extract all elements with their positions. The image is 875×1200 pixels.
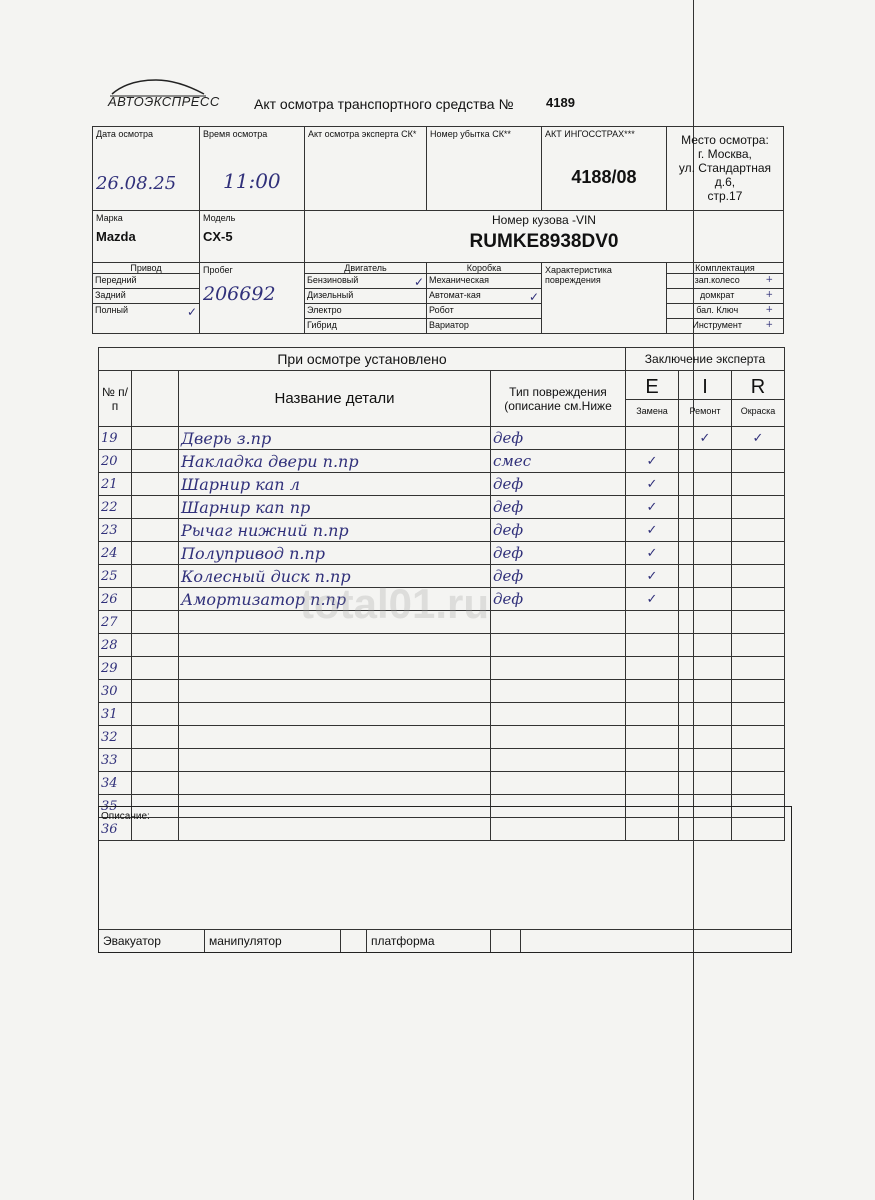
kit-tools-plus: + <box>765 320 773 330</box>
row-number: 27 <box>99 611 132 634</box>
brand-cell <box>93 211 200 263</box>
row-blank <box>132 634 179 657</box>
row-part-name: Колесный диск п.пр <box>179 565 491 588</box>
row-number: 30 <box>99 680 132 703</box>
row-number: 22 <box>99 496 132 519</box>
kit-cell <box>666 263 783 334</box>
row-damage-type: деф <box>491 519 626 542</box>
row-repair-mark <box>679 450 732 473</box>
description-box <box>98 806 792 953</box>
row-damage-type <box>491 772 626 795</box>
row-replace-mark: ✓ <box>626 496 679 519</box>
row-blank <box>132 657 179 680</box>
kit-wrench-plus: + <box>765 305 773 315</box>
model-cell <box>200 211 305 263</box>
row-replace-mark: ✓ <box>626 473 679 496</box>
engine-electric: Электро <box>305 304 426 319</box>
col-i-sub: Ремонт <box>679 399 731 424</box>
kit-tools: Инструмент + <box>667 319 783 333</box>
row-replace-mark <box>626 634 679 657</box>
row-part-name: Амортизатор п.пр <box>179 588 491 611</box>
row-number: 21 <box>99 473 132 496</box>
col-i-letter: I <box>702 375 708 398</box>
ingos-value: 4188/08 <box>571 167 637 187</box>
row-paint-mark <box>732 680 785 703</box>
vin-label: Номер кузова -VIN <box>492 213 596 227</box>
row-number: 29 <box>99 657 132 680</box>
row-paint-mark <box>732 634 785 657</box>
row-part-name <box>179 657 491 680</box>
row-repair-mark <box>679 772 732 795</box>
row-damage-type: деф <box>491 542 626 565</box>
findings-row <box>99 542 785 565</box>
kit-spare-wheel: зап.колесо + <box>667 274 783 289</box>
findings-body <box>99 427 785 841</box>
row-part-name: Шарнир кап пр <box>179 496 491 519</box>
row-paint-mark <box>732 726 785 749</box>
engine-hybrid: Гибрид <box>307 320 337 330</box>
evacuator-label: Эвакуатор <box>99 930 205 952</box>
row-blank <box>132 680 179 703</box>
drive-all-check: ✓ <box>186 305 197 319</box>
findings-row <box>99 519 785 542</box>
vehicle-info-table <box>92 126 784 334</box>
place-street: ул. Стандартная д.6, <box>678 161 771 189</box>
drive-cell <box>93 263 200 334</box>
place-label: Место осмотра: <box>681 133 769 147</box>
date-value: 26.08.25 <box>96 173 177 194</box>
damage-char-label: Характеристика повреждения <box>545 265 612 285</box>
col-name-header: Название детали <box>179 371 491 427</box>
row-damage-type: смес <box>491 450 626 473</box>
brand-value: Mazda <box>96 229 136 244</box>
col-e-letter: E <box>645 375 659 398</box>
findings-row <box>99 473 785 496</box>
document-title: Акт осмотра транспортного средства № <box>254 96 514 112</box>
row-number: 36 <box>99 818 132 841</box>
engine-cell <box>305 263 427 334</box>
row-paint-mark <box>732 565 785 588</box>
row-replace-mark <box>626 427 679 450</box>
findings-row <box>99 680 785 703</box>
engine-diesel: Дизельный <box>305 289 426 304</box>
col-e-header <box>626 371 679 427</box>
row-paint-mark <box>732 749 785 772</box>
row-part-name <box>179 772 491 795</box>
time-cell <box>200 127 305 211</box>
row-blank <box>132 427 179 450</box>
expert-act-cell <box>305 127 427 211</box>
row-damage-type <box>491 726 626 749</box>
row-paint-mark <box>732 450 785 473</box>
row-paint-mark <box>732 703 785 726</box>
drive-label: Привод <box>93 263 199 274</box>
row-number: 32 <box>99 726 132 749</box>
row-number: 23 <box>99 519 132 542</box>
row-part-name: Шарнир кап л <box>179 473 491 496</box>
row-damage-type <box>491 657 626 680</box>
place-building: стр.17 <box>707 189 743 203</box>
gearbox-auto: Автомат-кая ✓ <box>429 290 539 304</box>
manipulator-label: манипулятор <box>205 930 341 952</box>
vin-cell <box>305 211 784 263</box>
row-repair-mark <box>679 703 732 726</box>
row-replace-mark <box>626 657 679 680</box>
row-paint-mark <box>732 473 785 496</box>
vin-value: RUMKE8938DV0 <box>469 231 619 252</box>
row-repair-mark <box>679 726 732 749</box>
row-number: 19 <box>99 427 132 450</box>
row-paint-mark <box>732 496 785 519</box>
findings-row <box>99 772 785 795</box>
engine-petrol: Бензиновый ✓ <box>307 275 424 289</box>
row-replace-mark <box>626 611 679 634</box>
manipulator-box <box>341 930 367 952</box>
row-damage-type: деф <box>491 588 626 611</box>
time-value: 11:00 <box>223 169 281 193</box>
row-part-name: Накладка двери п.пр <box>179 450 491 473</box>
row-paint-mark <box>732 519 785 542</box>
row-number: 25 <box>99 565 132 588</box>
time-label: Время осмотра <box>203 129 268 139</box>
row-number: 24 <box>99 542 132 565</box>
platform-label: платформа <box>367 930 491 952</box>
drive-all: Полный ✓ <box>95 305 197 319</box>
platform-box <box>491 930 521 952</box>
row-paint-mark: ✓ <box>732 427 785 450</box>
findings-row <box>99 657 785 680</box>
row-part-name <box>179 680 491 703</box>
row-blank <box>132 450 179 473</box>
date-label: Дата осмотра <box>96 129 154 139</box>
description-label: Описание: <box>101 811 150 822</box>
evacuator-row <box>99 929 791 952</box>
row-blank <box>132 703 179 726</box>
kit-jack: домкрат + <box>667 289 783 304</box>
row-blank <box>132 611 179 634</box>
row-damage-type: деф <box>491 427 626 450</box>
col-r-header <box>732 371 785 427</box>
row-repair-mark <box>679 611 732 634</box>
findings-row <box>99 726 785 749</box>
col-i-header <box>679 371 732 427</box>
gearbox-cvt: Вариатор <box>429 320 469 330</box>
row-replace-mark <box>626 749 679 772</box>
findings-row <box>99 703 785 726</box>
act-number: 4189 <box>546 95 575 110</box>
row-repair-mark <box>679 634 732 657</box>
row-replace-mark <box>626 680 679 703</box>
row-part-name <box>179 703 491 726</box>
row-number: 28 <box>99 634 132 657</box>
row-damage-type <box>491 611 626 634</box>
row-damage-type <box>491 749 626 772</box>
row-number: 26 <box>99 588 132 611</box>
row-paint-mark <box>732 657 785 680</box>
mileage-label: Пробег <box>203 265 233 275</box>
findings-row <box>99 450 785 473</box>
row-damage-type: деф <box>491 496 626 519</box>
row-number: 34 <box>99 772 132 795</box>
kit-wrench: бал. Ключ + <box>667 304 783 319</box>
col-r-letter: R <box>750 375 766 398</box>
watermark: total01.ru <box>300 580 490 627</box>
loss-number-cell <box>427 127 542 211</box>
row-replace-mark: ✓ <box>626 565 679 588</box>
engine-petrol-check: ✓ <box>413 275 424 289</box>
row-damage-type <box>491 634 626 657</box>
loss-number-label: Номер убытка СК** <box>430 129 511 139</box>
row-number: 33 <box>99 749 132 772</box>
row-damage-type: деф <box>491 473 626 496</box>
col-e-sub: Замена <box>626 399 678 424</box>
row-number: 20 <box>99 450 132 473</box>
model-value: CX-5 <box>203 229 233 244</box>
row-blank <box>132 726 179 749</box>
place-cell <box>666 127 783 211</box>
row-repair-mark <box>679 680 732 703</box>
logo-text: АВТОЭКСПРЕСС <box>108 94 220 109</box>
row-damage-type <box>491 703 626 726</box>
row-number: 31 <box>99 703 132 726</box>
conclusion-title: Заключение эксперта <box>626 348 785 371</box>
col-type-header: Тип повреждения (описание см.Ниже <box>491 371 626 427</box>
row-part-name <box>179 726 491 749</box>
row-replace-mark <box>626 703 679 726</box>
col-r-sub: Окраска <box>732 399 784 424</box>
row-repair-mark <box>679 496 732 519</box>
gearbox-cell <box>427 263 542 334</box>
place-city: г. Москва, <box>698 147 752 161</box>
row-repair-mark <box>679 565 732 588</box>
model-label: Модель <box>203 213 236 223</box>
kit-jack-plus: + <box>765 290 773 300</box>
row-blank <box>132 749 179 772</box>
gearbox-manual: Механическая <box>427 274 541 289</box>
gearbox-robot: Робот <box>427 304 541 319</box>
row-repair-mark: ✓ <box>679 427 732 450</box>
row-part-name <box>179 634 491 657</box>
findings-row <box>99 634 785 657</box>
col-blank-header <box>132 371 179 427</box>
row-blank <box>132 542 179 565</box>
row-damage-type <box>491 680 626 703</box>
row-replace-mark: ✓ <box>626 450 679 473</box>
findings-row <box>99 427 785 450</box>
row-replace-mark <box>626 772 679 795</box>
findings-row <box>99 749 785 772</box>
row-damage-type: деф <box>491 565 626 588</box>
gearbox-auto-check: ✓ <box>528 290 539 304</box>
kit-label: Комплектация <box>667 263 783 274</box>
row-replace-mark: ✓ <box>626 542 679 565</box>
drive-rear: Задний <box>93 289 199 304</box>
row-blank <box>132 473 179 496</box>
row-replace-mark: ✓ <box>626 588 679 611</box>
row-paint-mark <box>732 542 785 565</box>
row-repair-mark <box>679 519 732 542</box>
findings-row <box>99 496 785 519</box>
damage-char-cell <box>542 263 667 334</box>
row-paint-mark <box>732 611 785 634</box>
kit-spare-plus: + <box>765 275 773 285</box>
row-part-name: Дверь з.пр <box>179 427 491 450</box>
mileage-cell <box>200 263 305 334</box>
ingos-cell <box>542 127 667 211</box>
row-repair-mark <box>679 588 732 611</box>
row-number: 35 <box>99 795 132 818</box>
findings-title: При осмотре установлено <box>99 348 626 371</box>
expert-act-label: Акт осмотра эксперта СК* <box>308 129 417 139</box>
row-repair-mark <box>679 749 732 772</box>
mileage-value: 206692 <box>203 283 276 305</box>
row-part-name: Рычаг нижний п.пр <box>179 519 491 542</box>
drive-front: Передний <box>93 274 199 289</box>
row-replace-mark: ✓ <box>626 519 679 542</box>
gearbox-label: Коробка <box>427 263 541 274</box>
row-repair-mark <box>679 473 732 496</box>
row-blank <box>132 772 179 795</box>
ingos-label: АКТ ИНГОССТРАХ*** <box>545 129 635 139</box>
row-part-name: Полупривод п.пр <box>179 542 491 565</box>
row-paint-mark <box>732 588 785 611</box>
row-paint-mark <box>732 772 785 795</box>
row-part-name <box>179 749 491 772</box>
row-blank <box>132 588 179 611</box>
company-logo <box>108 74 220 120</box>
row-blank <box>132 565 179 588</box>
brand-label: Марка <box>96 213 123 223</box>
row-blank <box>132 519 179 542</box>
row-repair-mark <box>679 657 732 680</box>
date-cell <box>93 127 200 211</box>
col-no-header: № п/п <box>99 371 132 427</box>
row-repair-mark <box>679 542 732 565</box>
row-replace-mark <box>626 726 679 749</box>
row-blank <box>132 496 179 519</box>
engine-label: Двигатель <box>305 263 426 274</box>
